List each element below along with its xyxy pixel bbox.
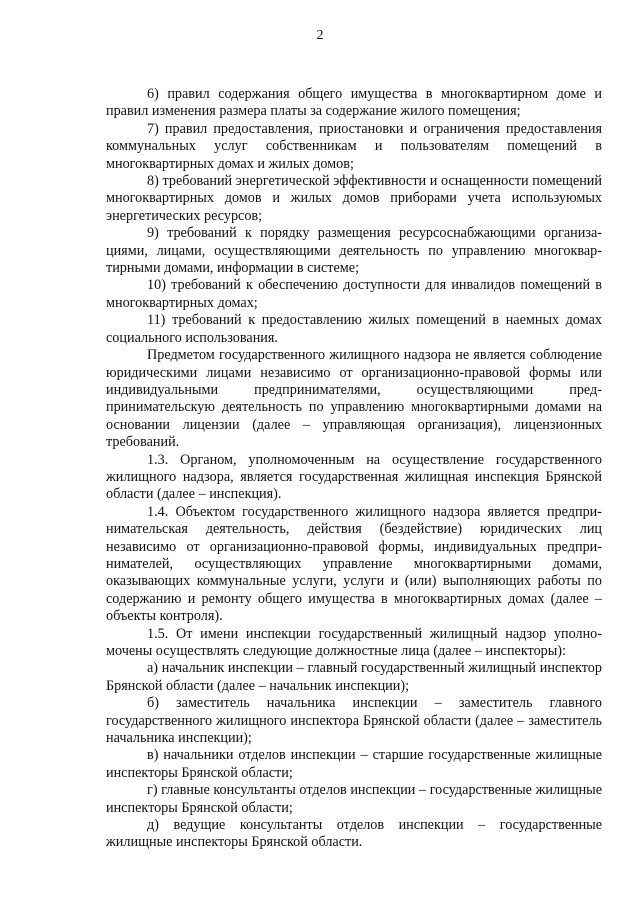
paragraph-item-7: 7) правил предоставления, приостановки и ограничения предоставления коммунальных услуг собственникам и пользователям помещений в многоквартирных домах и жилых домов; — [106, 120, 602, 172]
list-item-d: д) ведущие консультанты отделов инспекции – государственные жилищные инспекторы Брянской области. — [106, 817, 602, 851]
paragraph-item-6: 6) правил содержания общего имущества в многоквартирном доме и правил изменения размера платы за содержание жилого помещения; — [106, 86, 602, 120]
list-item-v: в) начальники отделов инспекции – старшие государственные жилищные инспекторы Брянской области; — [106, 747, 602, 781]
document-body — [106, 86, 602, 852]
list-item-g: г) главные консультанты отделов инспекции – государственные жилищные инспекторы Брянской области; — [106, 782, 602, 816]
page-number: 2 — [316, 28, 324, 43]
paragraph-item-10: 10) требований к обеспечению доступности для инвалидов помещений в многоквартирных домах; — [106, 277, 602, 311]
paragraph-item-8: 8) требований энергетической эффективности и оснащенности помещений многоквартирных домов и жилых домов приборами учета используюмых энергетических ресурсов; — [106, 173, 602, 224]
paragraph-exclusion: Предметом государственного жилищного надзора не является соблюдение юридическими лицами независимо от организационно-правовой формы или индивидуальными предпринимателями, осуществляющими предпринимательскую деятельность по управлению многоквартирными домами на основании лицензии (далее – управляющая организация), лицензионных требований. — [106, 347, 602, 451]
paragraph-1-5: 1.5. От имени инспекции государственный жилищный надзор уполномочены осуществлять следующие должностные лица (далее – инспекторы): — [106, 625, 602, 659]
list-item-a: а) начальник инспекции – главный государственный жилищный инспектор Брянской области (далее – начальник инспекции); — [106, 660, 602, 694]
paragraph-1-3: 1.3. Органом, уполномоченным на осуществление государственного жилищного надзора, является государственная жилищная инспекция Брянской области (далее – инспекция). — [106, 451, 602, 503]
paragraph-1-4: 1.4. Объектом государственного жилищного надзора является предпринимательская деятельность, действия (бездействие) юридических лиц независимо от организационно-правовой формы, индивидуальных предпринимателей, осуществляющих управление многоквартирными домами, оказывающих коммунальные услуги, услуги и (или) выполняющих работы по содержанию и ремонту общего имущества в многоквартирных домах (далее – объекты контроля). — [106, 503, 602, 625]
paragraph-item-11: 11) требований к предоставлению жилых помещений в наемных домах социального использования. — [106, 312, 602, 346]
list-item-b: б) заместитель начальника инспекции – заместитель главного государственного жилищного инспектора Брянской области (далее – заместитель начальника инспекции); — [106, 695, 602, 747]
paragraph-item-9: 9) требований к порядку размещения ресурсоснабжающими организациями, лицами, осуществляющими деятельность по управлению многоквартирными домами, информации в системе; — [106, 225, 602, 277]
